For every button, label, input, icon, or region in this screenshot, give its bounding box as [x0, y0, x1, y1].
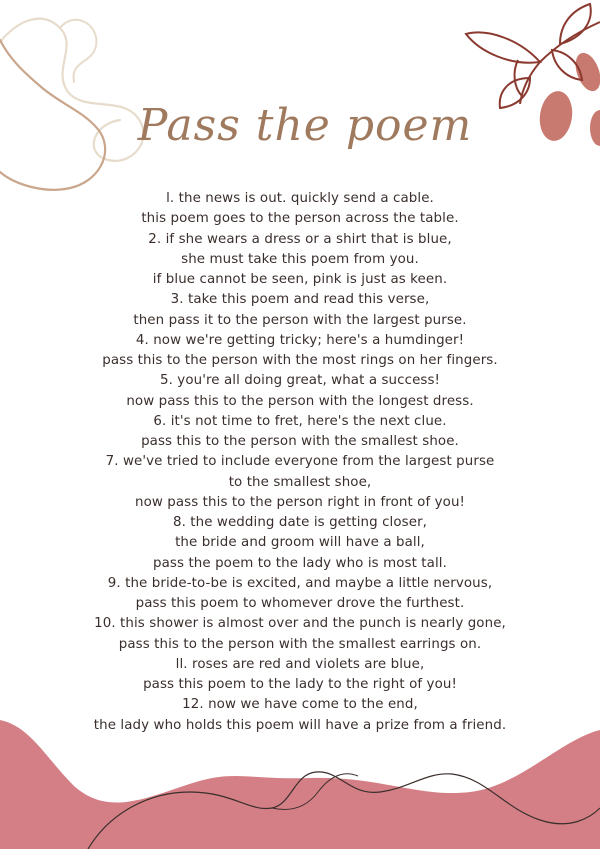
poem-line: pass the poem to the lady who is most tall.	[153, 555, 447, 571]
poem-line: 8. the wedding date is getting closer,	[172, 515, 428, 530]
poem-line: 9. the bride-to-be is excited, and maybe a little nervous,	[107, 575, 493, 591]
poem-line: this poem goes to the person across the table.	[141, 211, 459, 227]
poem-line: pass this poem to the lady to the right of you!	[143, 677, 457, 692]
poem-line: 12. now we have come to the end,	[182, 697, 418, 713]
poem-line: pass this to the person with the smallest earrings on.	[118, 636, 482, 652]
poem-line: 6. it's not time to fret, here's the next clue.	[153, 413, 447, 429]
poem-line: pass this to the person with the most rings on her fingers.	[102, 353, 498, 368]
pink-wave	[0, 720, 600, 849]
poem-line: now pass this to the person right in front of you!	[134, 494, 465, 510]
poem-line: if blue cannot be seen, pink is just as keen.	[152, 272, 448, 287]
poem-line: 10. this shower is almost over and the punch is nearly gone,	[94, 616, 506, 632]
poem-line: the lady who holds this poem will have a prize from a friend.	[93, 717, 507, 733]
poem-line: 7. we've tried to include everyone from the largest purse	[105, 454, 495, 470]
poem-line: 4. now we're getting tricky; here's a humdinger!	[135, 332, 465, 348]
poem-line: she must take this poem from you.	[181, 251, 419, 267]
page-title-text: Pass the poem	[137, 100, 473, 151]
poem-line: to the smallest shoe,	[228, 474, 372, 490]
poem-line: ll. roses are red and violets are blue,	[175, 656, 425, 672]
poem-line: now pass this to the person with the longest dress.	[126, 393, 474, 409]
poem-line: 2. if she wears a dress or a shirt that is blue,	[148, 231, 452, 247]
poem-line: 5. you're all doing great, what a success!	[159, 373, 441, 389]
poem-line: pass this to the person with the smallest shoe.	[141, 434, 459, 449]
poem-line: pass this poem to whomever drove the furthest.	[135, 596, 465, 611]
poem-line: l. the news is out. quickly send a cable.	[166, 191, 434, 206]
poem-line: then pass it to the person with the largest purse.	[133, 312, 467, 328]
poem-line: the bride and groom will have a ball,	[175, 535, 425, 551]
poem-line: 3. take this poem and read this verse,	[170, 292, 430, 308]
